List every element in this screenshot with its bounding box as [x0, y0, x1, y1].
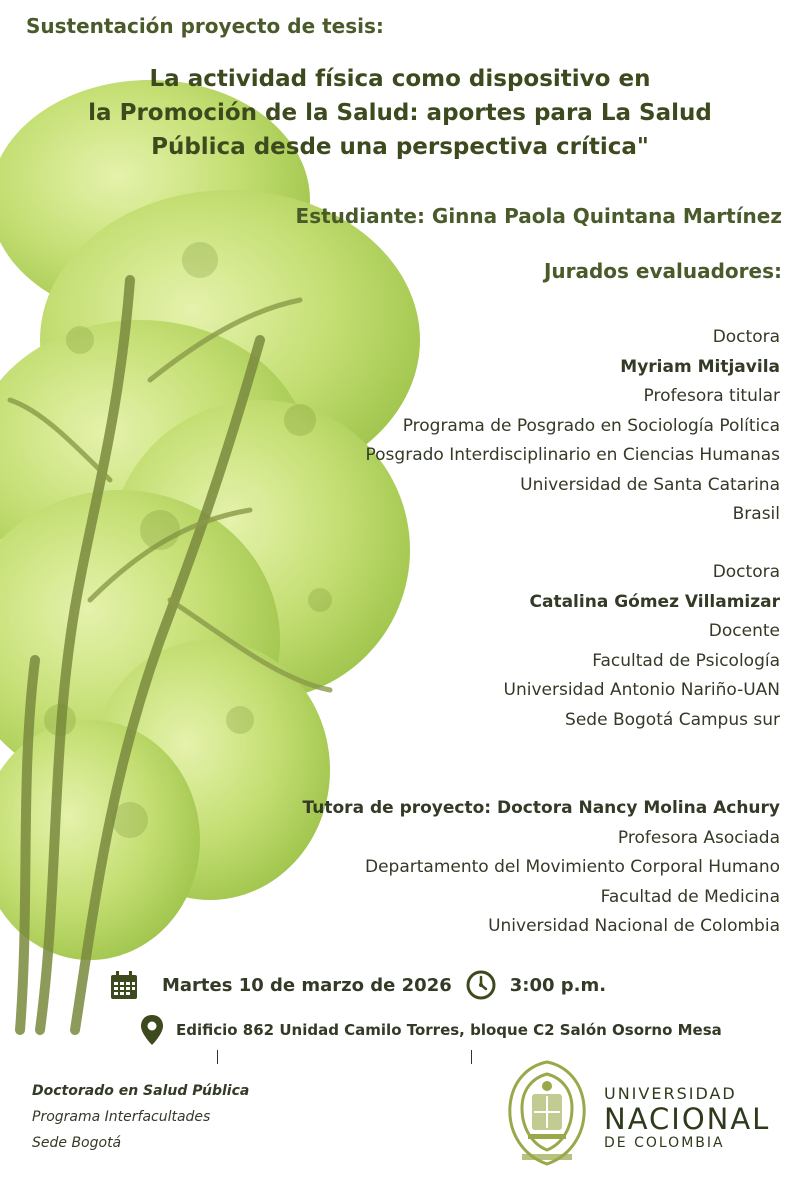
juror-1-program: Programa de Posgrado en Sociología Política [402, 415, 780, 436]
juror-1-country: Brasil [732, 504, 780, 524]
tutor-name: Tutora de proyecto: Doctora Nancy Molina Achury [302, 798, 780, 818]
calendar-icon [110, 970, 138, 1000]
event-subtitle: Sustentación proyecto de tesis: [26, 14, 384, 38]
tutor-block [303, 794, 780, 942]
tutor-position: Profesora Asociada [617, 827, 780, 848]
university-wordmark [604, 1084, 770, 1151]
juror-2-block [504, 558, 780, 735]
tutor-university: Universidad Nacional de Colombia [488, 916, 780, 936]
event-time: 3:00 p.m. [509, 974, 607, 996]
program-info [32, 1078, 249, 1156]
juror-2-campus: Sede Bogotá Campus sur [565, 709, 780, 730]
program-type: Programa Interfacultades [32, 1109, 211, 1125]
divider-tick [471, 1050, 472, 1064]
juror-1-position: Profesora titular [643, 386, 780, 406]
university-wordmark-line2: NACIONAL [604, 1102, 771, 1136]
student-name: Estudiante: Ginna Paola Quintana Martínez [295, 204, 782, 228]
event-location [140, 1014, 722, 1046]
juror-2-title: Doctora [712, 562, 780, 582]
thesis-title-line: Pública desde una perspectiva crítica" [151, 134, 649, 160]
thesis-title [20, 62, 780, 164]
juror-2-position: Docente [708, 621, 780, 641]
event-date-time [110, 968, 606, 1002]
juror-1-name: Myriam Mitjavila [620, 356, 780, 377]
juror-2-name: Catalina Gómez Villamizar [529, 591, 780, 612]
juror-1-block [366, 323, 780, 530]
university-seal-logo [502, 1058, 592, 1168]
thesis-title-line: La actividad física como dispositivo en [149, 66, 651, 92]
program-name: Doctorado en Salud Pública [32, 1083, 250, 1099]
juror-1-title: Doctora [712, 327, 780, 347]
juror-2-university: Universidad Antonio Nariño-UAN [503, 680, 780, 700]
jurors-heading: Jurados evaluadores: [543, 259, 782, 283]
university-wordmark-line3: DE COLOMBIA [604, 1135, 725, 1151]
juror-2-faculty: Facultad de Psicología [592, 650, 780, 671]
location-pin-icon [140, 1014, 164, 1046]
university-wordmark-line1: UNIVERSIDAD [604, 1084, 737, 1103]
juror-1-university: Universidad de Santa Catarina [520, 474, 780, 495]
clock-icon [466, 970, 496, 1000]
tutor-faculty: Facultad de Medicina [600, 886, 780, 907]
event-date: Martes 10 de marzo de 2026 [162, 974, 452, 996]
tutor-department: Departamento del Movimiento Corporal Humano [364, 857, 780, 877]
program-campus: Sede Bogotá [32, 1135, 122, 1151]
juror-1-program-2: Posgrado Interdisciplinario en Ciencias Humanas [365, 445, 780, 465]
event-place: Edificio 862 Unidad Camilo Torres, bloque C2 Salón Osorno Mesa [176, 1021, 722, 1039]
divider-tick [217, 1050, 218, 1064]
thesis-title-line: la Promoción de la Salud: aportes para La Salud [88, 100, 712, 126]
